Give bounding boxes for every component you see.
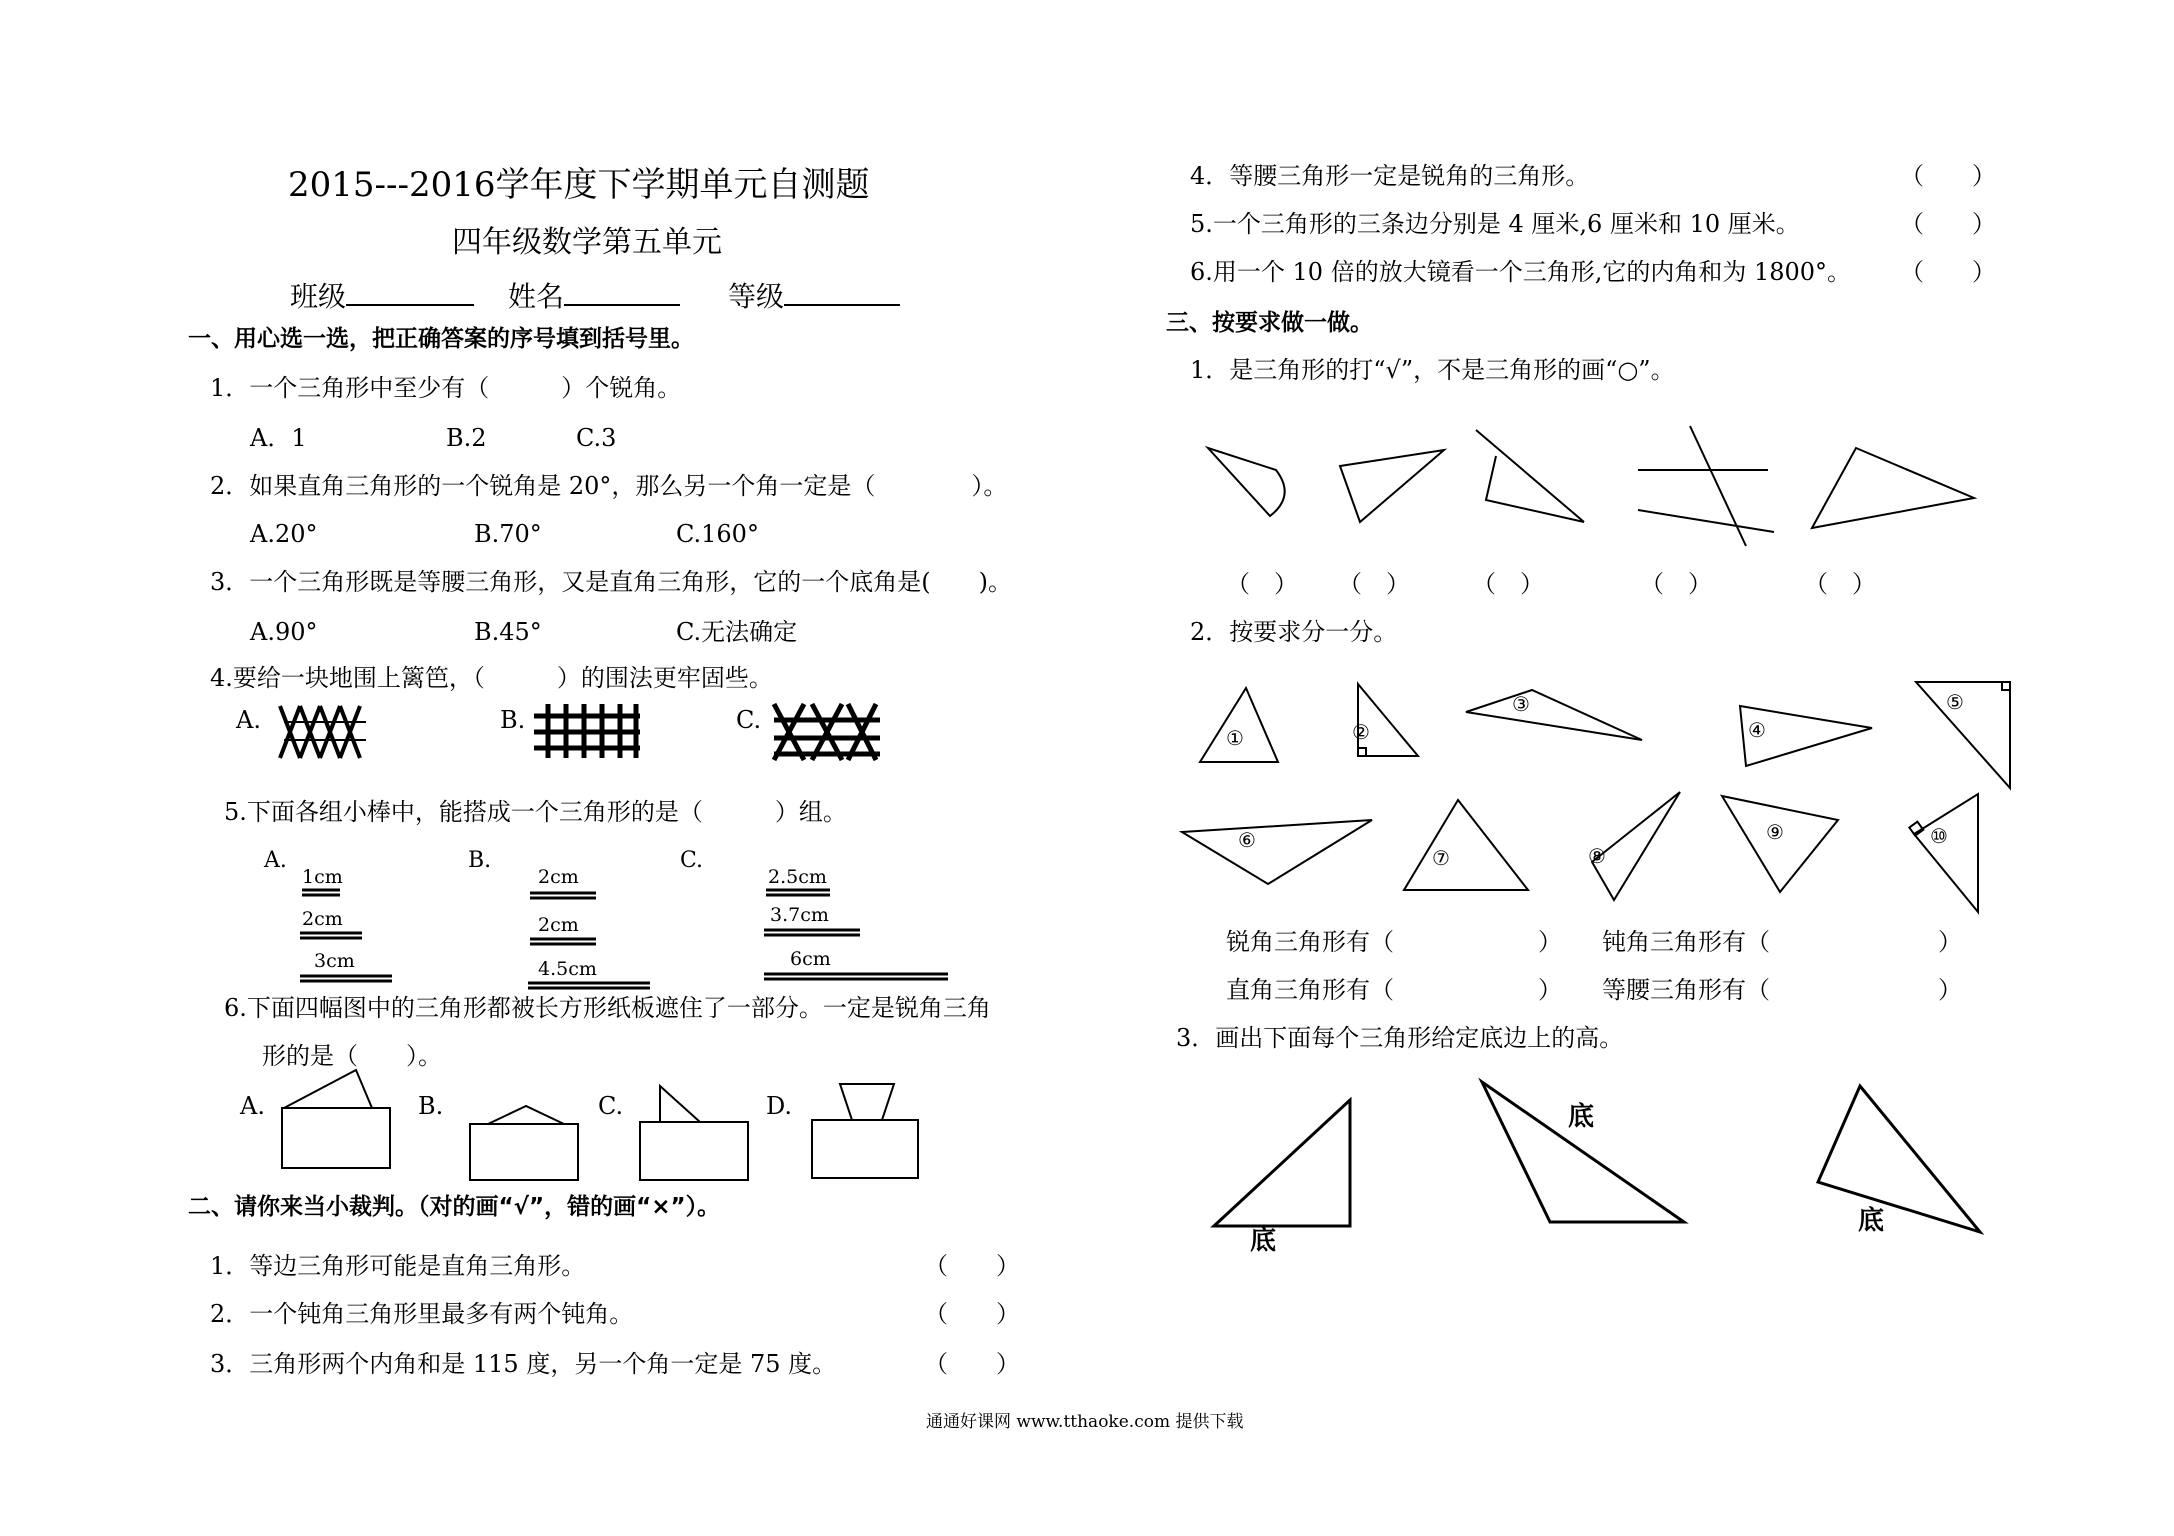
footer: 通通好课网 www.tthaoke.com 提供下载 xyxy=(926,1412,1244,1432)
stick-label-c2: 3.7cm xyxy=(770,904,829,926)
q3-option-a[interactable]: A.90° xyxy=(250,618,318,646)
covered-triangle-a[interactable] xyxy=(282,1070,390,1168)
section3-heading: 三、按要求做一做。 xyxy=(1166,310,1373,336)
tri-num-10: ⑩ xyxy=(1930,824,1948,848)
triangle-3[interactable] xyxy=(1466,690,1642,740)
q6-option-b[interactable]: B. xyxy=(418,1092,444,1120)
triangle-8[interactable] xyxy=(1592,792,1680,900)
stick-label-a2: 2cm xyxy=(302,908,343,930)
judge-paren-6[interactable]: （ ） xyxy=(1900,258,1996,286)
q2-option-b[interactable]: B.70° xyxy=(474,520,542,548)
judge-item-3: 3．三角形两个内角和是 115 度，另一个角一定是 75 度。 xyxy=(210,1350,837,1378)
judge-item-6: 6.用一个 10 倍的放大镜看一个三角形,它的内角和为 1800°。 xyxy=(1190,258,1852,286)
shape-3[interactable] xyxy=(1476,430,1584,522)
q4-option-a[interactable]: A. xyxy=(236,706,261,734)
fence-b[interactable] xyxy=(534,704,640,758)
tri-num-9: ⑨ xyxy=(1766,820,1784,844)
q6-stem-line2: 形的是（ ）。 xyxy=(262,1042,442,1070)
shape-4[interactable] xyxy=(1638,426,1774,546)
section2-heading: 二、请你来当小裁判。（对的画“√”，错的画“×”）。 xyxy=(188,1194,721,1220)
height-triangle-1[interactable] xyxy=(1214,1100,1350,1226)
base-label-1: 底 xyxy=(1250,1226,1277,1256)
stick-label-c3: 6cm xyxy=(790,948,831,970)
class-label: 班级 xyxy=(290,280,347,313)
triangle-2[interactable] xyxy=(1358,684,1418,756)
q1-option-a[interactable]: A．1 xyxy=(250,424,307,452)
page-title: 2015---2016学年度下学期单元自测题 xyxy=(288,165,870,205)
s3-q2-stem: 2．按要求分一分。 xyxy=(1190,618,1398,646)
tri-num-7: ⑦ xyxy=(1432,846,1450,870)
stick-label-b1: 2cm xyxy=(538,866,579,888)
grade-label: 等级 xyxy=(728,280,785,313)
triangle-4[interactable] xyxy=(1740,706,1872,766)
q1-option-b[interactable]: B.2 xyxy=(446,424,487,452)
section1-heading: 一、用心选一选，把正确答案的序号填到括号里。 xyxy=(188,326,694,352)
fence-c[interactable] xyxy=(774,704,880,760)
name-label: 姓名 xyxy=(508,280,565,313)
q6-option-a[interactable]: A. xyxy=(240,1092,265,1120)
triangle-6[interactable] xyxy=(1182,820,1372,884)
right-answer[interactable]: 直角三角形有（ ） xyxy=(1226,976,1562,1004)
judge-paren-1[interactable]: （ ） xyxy=(924,1252,1020,1280)
q3-option-c[interactable]: C.无法确定 xyxy=(676,618,798,646)
judge-item-1: 1．等边三角形可能是直角三角形。 xyxy=(210,1252,586,1280)
fence-a[interactable] xyxy=(280,706,366,758)
obtuse-answer[interactable]: 钝角三角形有（ ） xyxy=(1602,928,1962,956)
judge-item-5: 5.一个三角形的三条边分别是 4 厘米,6 厘米和 10 厘米。 xyxy=(1190,210,1800,238)
stick-label-a1: 1cm xyxy=(302,866,343,888)
q6-option-c[interactable]: C. xyxy=(598,1092,624,1120)
sticks-a[interactable] xyxy=(300,890,392,981)
tri-num-2: ② xyxy=(1352,720,1370,744)
stick-label-a3: 3cm xyxy=(314,950,355,972)
covered-triangle-c[interactable] xyxy=(640,1086,748,1180)
base-label-3: 底 xyxy=(1858,1206,1885,1236)
q1-stem: 1．一个三角形中至少有（ ）个锐角。 xyxy=(210,374,682,402)
q6-option-d[interactable]: D. xyxy=(766,1092,793,1120)
shape-paren-4[interactable]: （ ） xyxy=(1640,570,1712,598)
q3-option-b[interactable]: B.45° xyxy=(474,618,542,646)
triangle-7[interactable] xyxy=(1404,800,1528,890)
shape-1[interactable] xyxy=(1208,448,1285,516)
stick-label-b3: 4.5cm xyxy=(538,958,597,980)
judge-item-2: 2．一个钝角三角形里最多有两个钝角。 xyxy=(210,1300,634,1328)
covered-triangle-d[interactable] xyxy=(812,1084,918,1178)
height-triangle-3[interactable] xyxy=(1818,1086,1980,1236)
triangle-9[interactable] xyxy=(1722,796,1838,892)
page-subtitle: 四年级数学第五单元 xyxy=(452,225,722,260)
judge-paren-4[interactable]: （ ） xyxy=(1900,162,1996,190)
q5-option-a[interactable]: A. xyxy=(264,848,287,873)
tri-num-6: ⑥ xyxy=(1238,828,1256,852)
height-triangle-2[interactable] xyxy=(1482,1082,1684,1222)
covered-triangle-b[interactable] xyxy=(470,1106,578,1180)
shape-paren-2[interactable]: （ ） xyxy=(1338,570,1410,598)
judge-paren-5[interactable]: （ ） xyxy=(1900,210,1996,238)
shape-5[interactable] xyxy=(1812,448,1974,528)
q3-stem: 3．一个三角形既是等腰三角形，又是直角三角形，它的一个底角是( )。 xyxy=(210,568,1012,596)
triangle-1[interactable] xyxy=(1200,688,1278,762)
stick-label-b2: 2cm xyxy=(538,914,579,936)
shape-paren-1[interactable]: （ ） xyxy=(1226,570,1298,598)
tri-num-5: ⑤ xyxy=(1946,690,1964,714)
q2-option-c[interactable]: C.160° xyxy=(676,520,759,548)
q2-stem: 2．如果直角三角形的一个锐角是 20°，那么另一个角一定是（ ）。 xyxy=(210,472,1008,500)
q2-option-a[interactable]: A.20° xyxy=(250,520,318,548)
judge-paren-2[interactable]: （ ） xyxy=(924,1300,1020,1328)
tri-num-1: ① xyxy=(1226,726,1244,750)
q4-option-c[interactable]: C. xyxy=(736,706,762,734)
shape-paren-5[interactable]: （ ） xyxy=(1804,570,1876,598)
triangle-5[interactable] xyxy=(1916,682,2010,788)
judge-item-4: 4．等腰三角形一定是锐角的三角形。 xyxy=(1190,162,1590,190)
q5-option-b[interactable]: B. xyxy=(468,848,492,873)
s3-q3-stem: 3．画出下面每个三角形给定底边上的高。 xyxy=(1176,1024,1624,1052)
q6-stem-line1: 6.下面四幅图中的三角形都被长方形纸板遮住了一部分。一定是锐角三角 xyxy=(224,994,991,1022)
s3-q1-stem: 1．是三角形的打“√”，不是三角形的画“○”。 xyxy=(1190,356,1675,384)
triangle-10[interactable] xyxy=(1909,794,1978,912)
tri-num-8: ⑧ xyxy=(1588,844,1606,868)
tri-num-3: ③ xyxy=(1512,692,1530,716)
q4-option-b[interactable]: B. xyxy=(500,706,526,734)
q4-stem: 4.要给一块地围上篱笆，（ ）的围法更牢固些。 xyxy=(210,664,773,692)
stick-label-c1: 2.5cm xyxy=(768,866,827,888)
tri-num-4: ④ xyxy=(1748,718,1766,742)
shape-paren-3[interactable]: （ ） xyxy=(1472,570,1544,598)
sticks-c[interactable] xyxy=(764,890,948,979)
base-label-2: 底 xyxy=(1568,1102,1595,1132)
isosceles-answer[interactable]: 等腰三角形有（ ） xyxy=(1602,976,1962,1004)
sticks-b[interactable] xyxy=(528,893,650,988)
acute-answer[interactable]: 锐角三角形有（ ） xyxy=(1226,928,1562,956)
q5-stem: 5.下面各组小棒中，能搭成一个三角形的是（ ）组。 xyxy=(224,798,847,826)
q1-option-c[interactable]: C.3 xyxy=(576,424,617,452)
judge-paren-3[interactable]: （ ） xyxy=(924,1350,1020,1378)
q5-option-c[interactable]: C. xyxy=(680,848,704,873)
shape-2[interactable] xyxy=(1340,450,1444,522)
